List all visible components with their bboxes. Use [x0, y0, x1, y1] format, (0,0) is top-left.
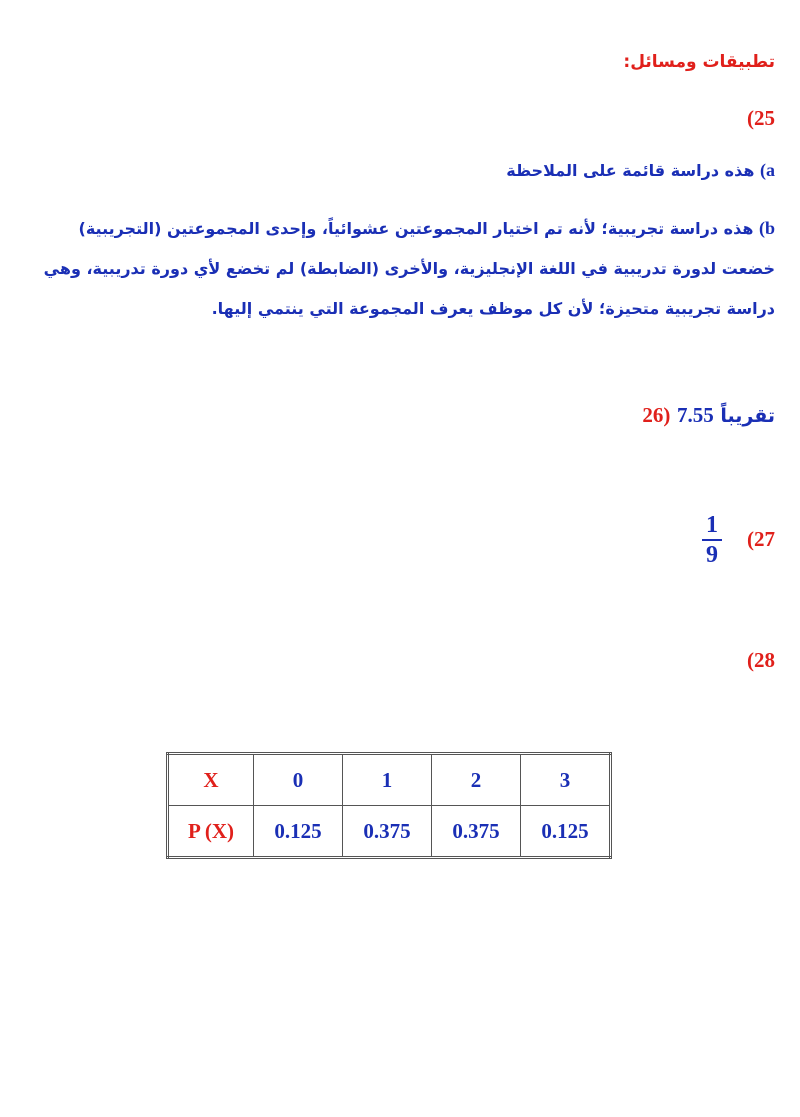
probability-distribution-table: [166, 752, 612, 859]
question-28-number: (28: [747, 648, 775, 672]
x-value-cell: 3: [521, 754, 611, 806]
part-b-marker: b): [758, 218, 775, 238]
fraction-bar: [702, 539, 722, 541]
x-value-cell: 2: [432, 754, 521, 806]
fraction-numerator: 1: [706, 512, 718, 538]
question-26-value: 7.55: [676, 403, 714, 427]
question-26: [642, 403, 775, 428]
x-value-cell: 1: [343, 754, 432, 806]
section-title: تطبيقات ومسائل:: [623, 52, 775, 72]
question-25a: [506, 160, 775, 181]
question-26-suffix: تقريباً: [720, 405, 775, 427]
part-a-text: هذه دراسة قائمة على الملاحظة: [506, 161, 755, 180]
question-27-number: (27: [747, 527, 775, 551]
x-header-cell: X: [168, 754, 254, 806]
fraction-denominator: 9: [706, 542, 718, 568]
p-header-cell: P (X): [168, 806, 254, 858]
question-26-number: 26): [642, 403, 671, 427]
question-25-number: (25: [747, 106, 775, 130]
p-value-cell: 0.125: [254, 806, 343, 858]
p-value-cell: 0.125: [521, 806, 611, 858]
part-a-marker: a): [760, 160, 775, 180]
table-row: [168, 754, 611, 806]
x-value-cell: 0: [254, 754, 343, 806]
p-value-cell: 0.375: [343, 806, 432, 858]
table-row: [168, 806, 611, 858]
question-27-fraction: [702, 512, 722, 568]
part-b-text: هذه دراسة تجريبية؛ لأنه تم اختيار المجموعتين عشوائياً، وإحدى المجموعتين (التجريبية) خضعت لدورة تدريبية في اللغة الإنجليزية، والأخرى (الضابطة) لم تخضع لأي دورة تدريبية، وهي دراسة تجريبية متحيزة؛ لأن كل موظف يعرف المجموعة التي ينتمي إليها.: [43, 219, 775, 318]
question-25b: [23, 208, 775, 329]
p-value-cell: 0.375: [432, 806, 521, 858]
